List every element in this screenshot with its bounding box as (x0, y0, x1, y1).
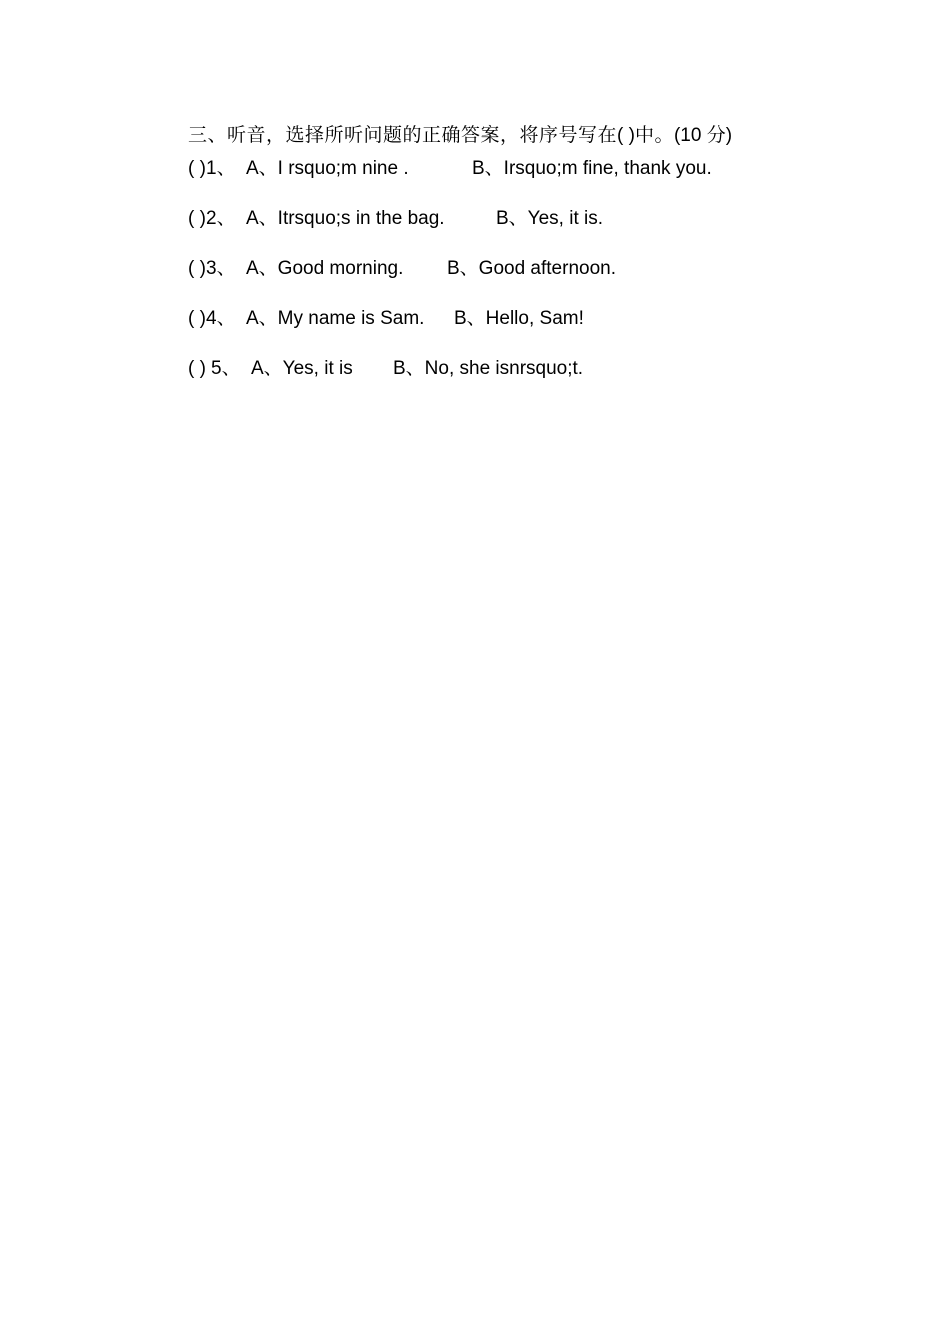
heading-answer-bracket: ( ) (617, 125, 635, 146)
option-b: B、Hello, Sam! (454, 308, 584, 329)
question-number: 3、 (206, 258, 236, 279)
question-number: 1、 (206, 158, 236, 179)
option-b: B、No, she isnrsquo;t. (393, 358, 584, 379)
heading-text: 三、听音，选择所听问题的正确答案，将序号写在 (188, 124, 618, 146)
option-b: B、Good afternoon. (447, 258, 616, 279)
heading-tail: 中。 (634, 124, 674, 146)
question-row (188, 302, 828, 352)
question-row (188, 152, 828, 202)
option-a: A、I rsquo;m nine . (246, 158, 409, 179)
answer-bracket[interactable]: ( ) (188, 308, 206, 329)
answer-bracket[interactable]: ( ) (188, 158, 206, 179)
option-a: A、My name is Sam. (246, 308, 425, 329)
section-heading (188, 118, 828, 152)
listening-section (188, 118, 828, 402)
question-row (188, 252, 828, 302)
heading-points: (10 分) (673, 125, 733, 146)
question-number: 4、 (206, 308, 236, 329)
question-number: 5、 (211, 358, 241, 379)
question-row (188, 202, 828, 252)
question-number: 2、 (206, 208, 236, 229)
answer-bracket[interactable]: ( ) (188, 258, 206, 279)
answer-bracket[interactable]: ( ) (188, 358, 206, 379)
option-a: A、Yes, it is (251, 358, 353, 379)
answer-bracket[interactable]: ( ) (188, 208, 206, 229)
option-b: B、Yes, it is. (496, 208, 604, 229)
option-b: B、Irsquo;m fine, thank you. (472, 158, 712, 179)
option-a: A、Itrsquo;s in the bag. (246, 208, 445, 229)
option-a: A、Good morning. (246, 258, 404, 279)
question-row (188, 352, 828, 402)
